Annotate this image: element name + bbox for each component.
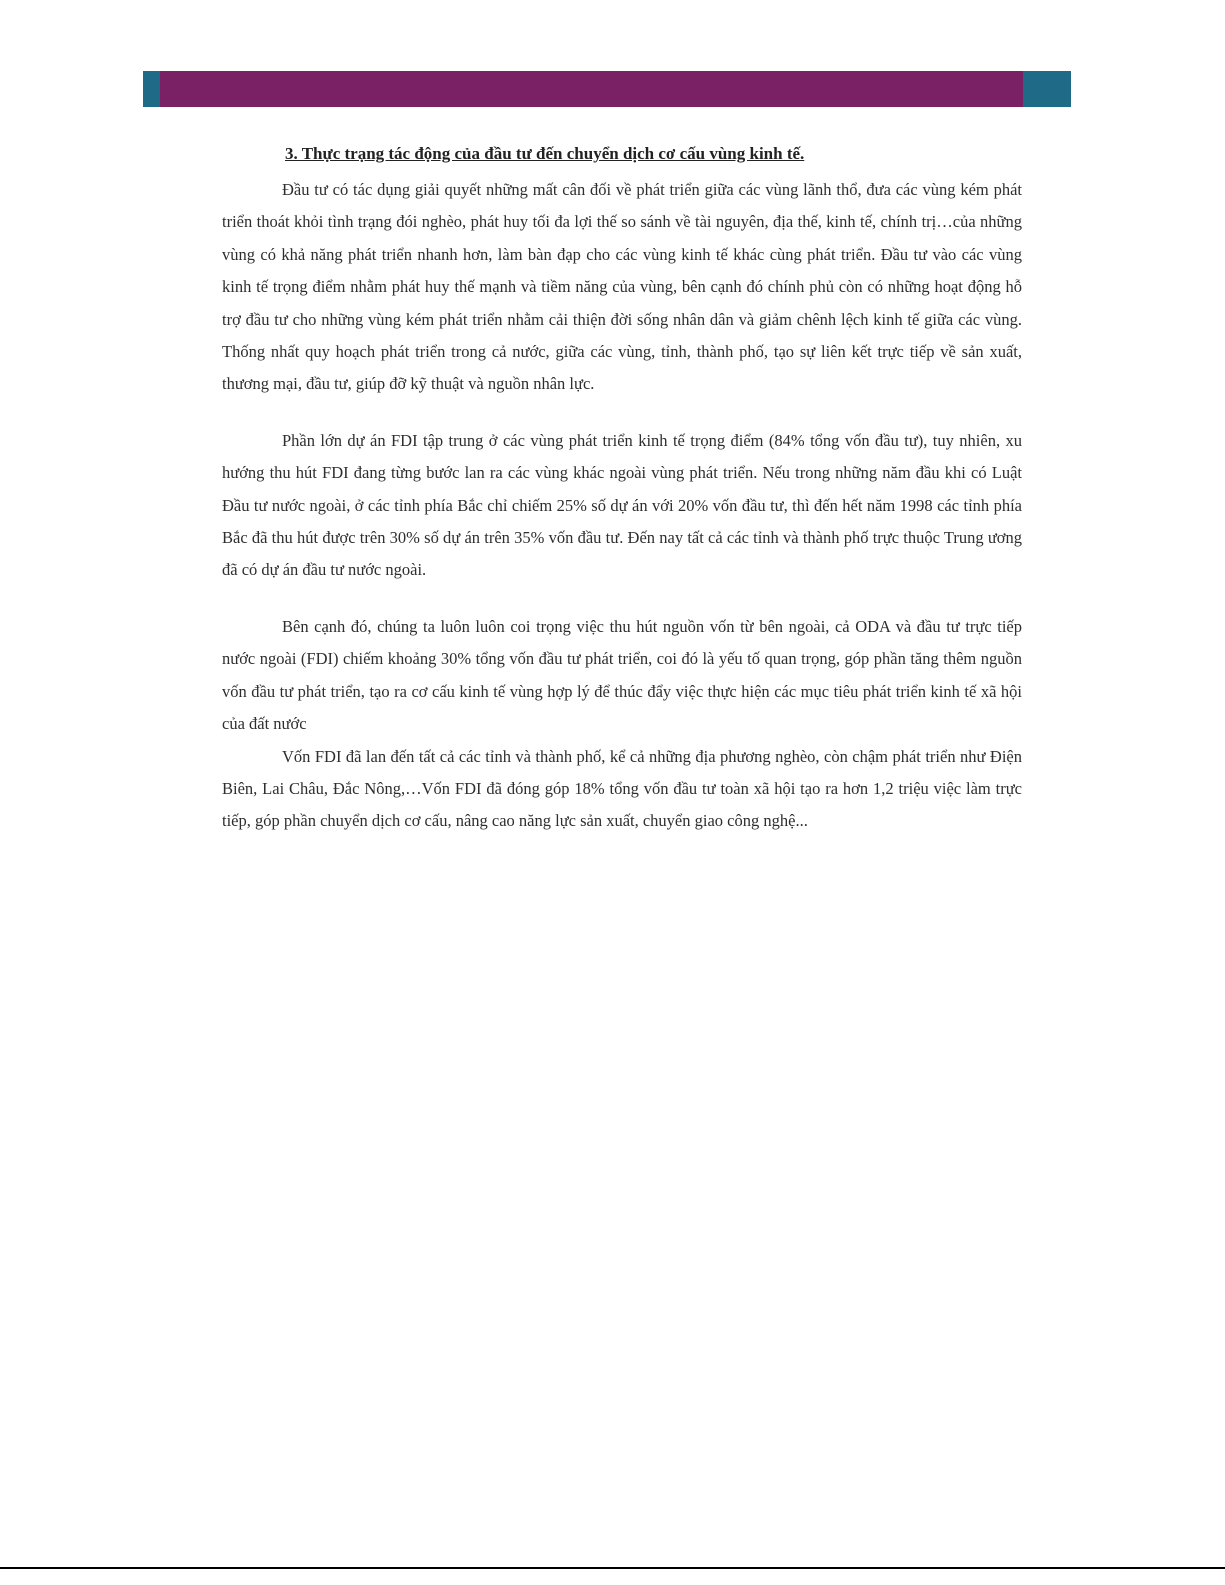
section-heading: 3. Thực trạng tác động của đầu tư đến chuyển dịch cơ cấu vùng kinh tế. <box>285 144 805 163</box>
paragraph-3: Bên cạnh đó, chúng ta luôn luôn coi trọng việc thu hút nguồn vốn từ bên ngoài, cả ODA và đầu tư trực tiếp nước ngoài (FDI) chiếm khoảng 30% tổng vốn đầu tư phát triển, coi đó là yếu tố quan trọng, góp phần tăng thêm nguồn vốn đầu tư phát triển, tạo ra cơ cấu kinh tế vùng hợp lý để thúc đẩy việc thực hiện các mục tiêu phát triển kinh tế xã hội của đất nước <box>222 616 1022 734</box>
page-bottom-rule <box>0 1567 1225 1569</box>
header-accent-left <box>143 71 160 107</box>
header-band <box>143 71 1071 107</box>
document-body <box>222 140 1022 838</box>
header-accent-right <box>1023 71 1071 107</box>
paragraph-4: Vốn FDI đã lan đến tất cả các tỉnh và thành phố, kể cả những địa phương nghèo, còn chậm phát triển như Điện Biên, Lai Châu, Đắc Nông,…Vốn FDI đã đóng góp 18% tổng vốn đầu tư toàn xã hội tạo ra hơn 1,2 triệu việc làm trực tiếp, góp phần chuyển dịch cơ cấu, nâng cao năng lực sản xuất, chuyển giao công nghệ... <box>222 746 1022 831</box>
paragraph-2: Phần lớn dự án FDI tập trung ở các vùng phát triển kinh tế trọng điểm (84% tổng vốn đầu tư), tuy nhiên, xu hướng thu hút FDI đang từng bước lan ra các vùng khác ngoài vùng phát triển. Nếu trong những năm đầu khi có Luật Đầu tư nước ngoài, ở các tỉnh phía Bắc chỉ chiếm 25% số dự án với 20% vốn đầu tư, thì đến hết năm 1998 các tỉnh phía Bắc đã thu hút được trên 30% số dự án trên 35% vốn đầu tư. Đến nay tất cả các tỉnh và thành phố trực thuộc Trung ương đã có dự án đầu tư nước ngoài. <box>222 430 1022 580</box>
paragraph-1: Đầu tư có tác dụng giải quyết những mất cân đối về phát triển giữa các vùng lãnh thổ, đưa các vùng kém phát triển thoát khỏi tình trạng đói nghèo, phát huy tối đa lợi thế so sánh về tài nguyên, địa thế, kinh tế, chính trị…của những vùng có khả năng phát triển nhanh hơn, làm bàn đạp cho các vùng kinh tế khác cùng phát triển. Đầu tư vào các vùng kinh tế trọng điểm nhằm phát huy thế mạnh và tiềm năng của vùng, bên cạnh đó chính phủ còn có những hoạt động hỗ trợ đầu tư cho những vùng kém phát triển nhằm cải thiện đời sống nhân dân và giảm chênh lệch kinh tế giữa các vùng. Thống nhất quy hoạch phát triển trong cả nước, giữa các vùng, tỉnh, thành phố, tạo sự liên kết trực tiếp về sản xuất, thương mại, đầu tư, giúp đỡ kỹ thuật và nguồn nhân lực. <box>222 180 1022 394</box>
